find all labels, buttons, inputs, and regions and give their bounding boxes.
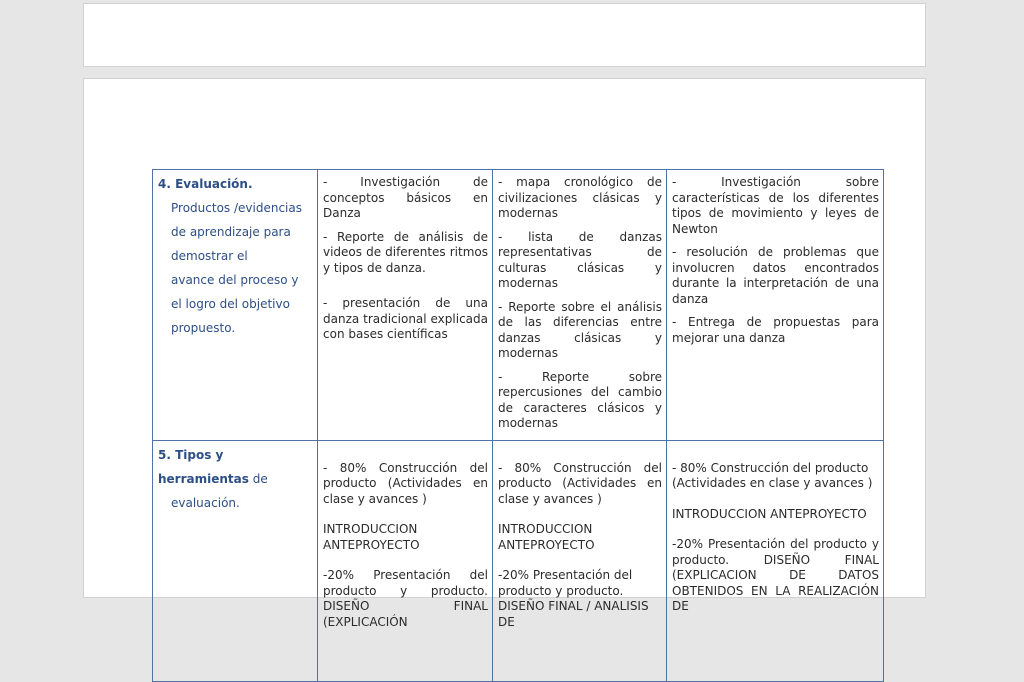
label-line: propuesto.	[171, 321, 236, 335]
table-cell[interactable]	[667, 440, 884, 681]
cell-paragraph: INTRODUCCION ANTEPROYECTO	[498, 522, 595, 552]
cell-paragraph: INTRODUCCION ANTEPROYECTO	[672, 506, 867, 521]
cell-paragraph: - Investigación de conceptos básicos en Danza	[323, 175, 488, 220]
table-cell[interactable]	[667, 170, 884, 441]
label-line: de aprendizaje para	[171, 225, 291, 239]
cell-paragraph: - Entrega de propuestas para mejorar una danza	[672, 315, 879, 345]
cell-paragraph: - presentación de una danza tradicional explicada con bases científicas	[323, 296, 488, 341]
row-label-evaluacion	[153, 170, 318, 441]
row-title: 4. Evaluación.	[158, 177, 253, 191]
label-line: avance del proceso y	[171, 273, 299, 287]
cell-paragraph: INTRODUCCION ANTEPROYECTO	[323, 522, 420, 552]
evaluation-table	[152, 169, 884, 682]
cell-paragraph: -20% Presentación del producto y producto. DISEÑO FINAL / ANALISIS DE	[498, 568, 649, 629]
cell-paragraph: -20% Presentación del producto y producto. DISEÑO FINAL (EXPLICACION DE DATOS OBTENIDOS EN LA REALIZACIÓN DE	[672, 537, 879, 613]
cell-paragraph: - 80% Construcción del producto (Actividades en clase y avances )	[672, 460, 873, 490]
label-line: demostrar el	[171, 249, 248, 263]
row-title-rest: de	[248, 471, 268, 486]
document-page	[83, 78, 926, 629]
table-cell[interactable]	[493, 170, 667, 441]
cell-paragraph: - mapa cronológico de civilizaciones clásicas y modernas	[498, 175, 662, 220]
table-cell[interactable]	[318, 440, 493, 681]
cell-paragraph: - 80% Construcción del producto (Actividades en clase y avances )	[323, 460, 488, 506]
label-line: Productos /evidencias	[171, 201, 302, 215]
cell-paragraph: - lista de danzas representativas de culturas clásicas y modernas	[498, 229, 662, 290]
cell-paragraph: -20% Presentación del producto y producto. DISEÑO FINAL (EXPLICACIÓN	[323, 568, 488, 629]
label-line: el logro del objetivo	[171, 297, 290, 311]
table-cell[interactable]	[318, 170, 493, 441]
table-row	[153, 170, 884, 441]
cell-paragraph: - 80% Construcción del producto (Actividades en clase y avances )	[498, 460, 662, 506]
previous-page	[83, 3, 926, 67]
table-cell[interactable]	[493, 440, 667, 681]
cell-paragraph: - Investigación sobre características de los diferentes tipos de movimiento y leyes de Newton	[672, 175, 879, 236]
row-label-tipos-herramientas	[153, 440, 318, 681]
label-line: evaluación.	[171, 495, 240, 510]
cell-paragraph: - Reporte de análisis de videos de diferentes ritmos y tipos de danza.	[323, 229, 488, 275]
cell-paragraph: - resolución de problemas que involucren datos encontrados durante la interpretación de una danza	[672, 245, 879, 306]
cell-paragraph: - Reporte sobre el análisis de las diferencias entre danzas clásicas y modernas	[498, 299, 662, 360]
table-row	[153, 440, 884, 681]
row-title: 5. Tipos y herramientas	[158, 447, 249, 486]
cell-paragraph: - Reporte sobre repercusiones del cambio de caracteres clásicos y modernas	[498, 369, 662, 430]
